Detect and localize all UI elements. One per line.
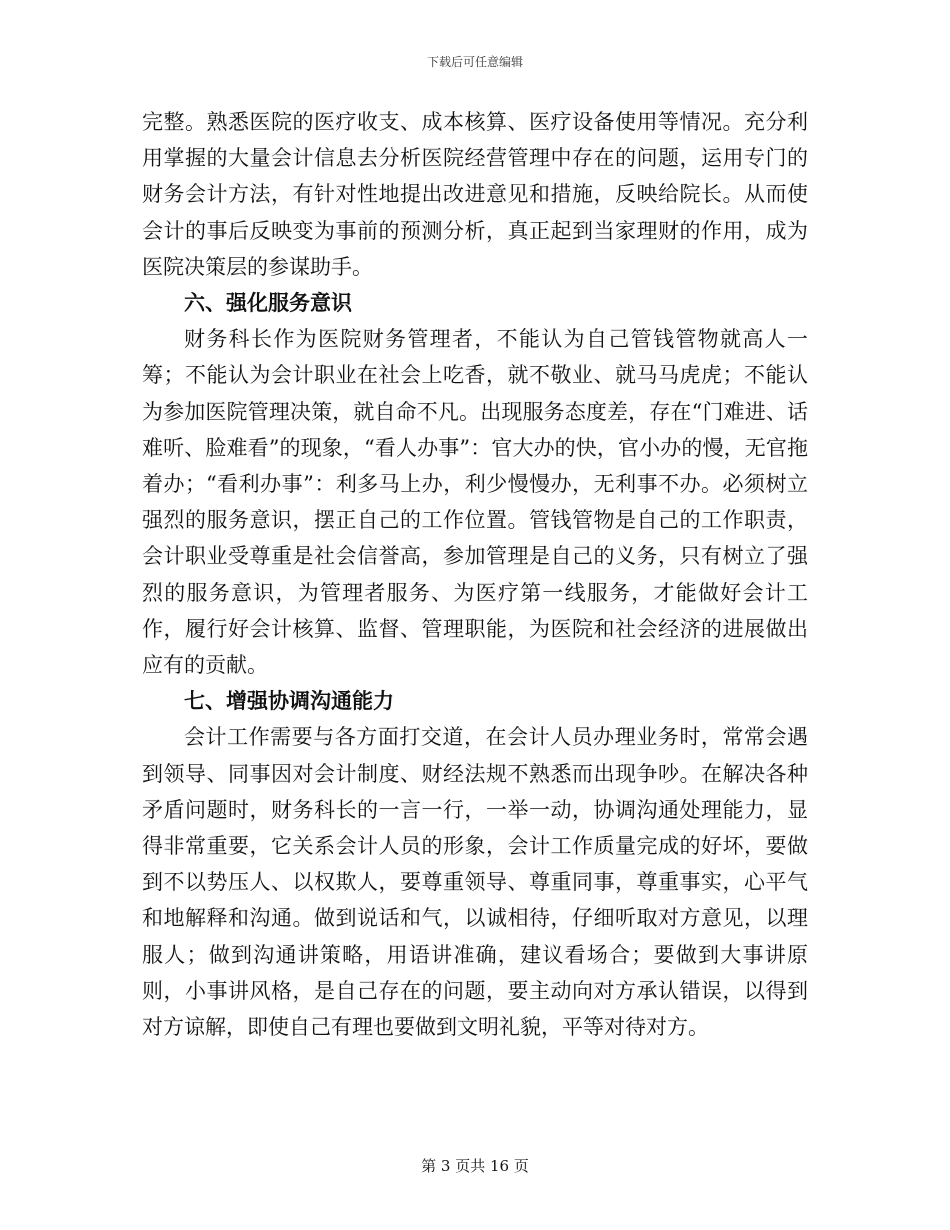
- document-body: [142, 104, 808, 1045]
- header-note: 下载后可任意编辑: [426, 55, 523, 69]
- paragraph-communication: 会计工作需要与各方面打交道，在会计人员办理业务时，常常会遇到领导、同事因对会计制度、财经法规不熟悉而出现争吵。在解决各种矛盾问题时，财务科长的一言一行，一举一动，协调沟通处理能力，显得非常重要，它关系会计人员的形象，会计工作质量完成的好坏，要做到不以势压人、以权欺人，要尊重领导、尊重同事，尊重事实，心平气和地解释和沟通。做到说话和气，以诚相待，仔细听取对方意见，以理服人；做到沟通讲策略，用语讲准确，建议看场合；要做到大事讲原则，小事讲风格，是自己存在的问题，要主动向对方承认错误，以得到对方谅解，即使自己有理也要做到文明礼貌，平等对待对方。: [142, 725, 808, 1040]
- page-number: 第 3 页共 16 页: [421, 1157, 529, 1175]
- paragraph-service: 财务科长作为医院财务管理者，不能认为自己管钱管物就高人一筹；不能认为会计职业在社会上吃香，就不敬业、就马马虎虎；不能认为参加医院管理决策，就自命不凡。出现服务态度差，存在“门难进、话难听、脸难看”的现象，“看人办事”：官大办的快，官小办的慢，无官拖着办；“看利办事”：利多马上办，利少慢慢办，无利事不办。必须树立强烈的服务意识，摆正自己的工作位置。管钱管物是自己的工作职责，会计职业受尊重是社会信誉高，参加管理是自己的义务，只有树立了强烈的服务意识，为管理者服务、为医疗第一线服务，才能做好会计工作，履行好会计核算、监督、管理职能，为医院和社会经济的进展做出应有的贡献。: [142, 327, 808, 678]
- paragraph-continued: 完整。熟悉医院的医疗收支、成本核算、医疗设备使用等情况。充分利用掌握的大量会计信息去分析医院经营管理中存在的问题，运用专门的财务会计方法，有针对性地提出改进意见和措施，反映给院长。从而使会计的事后反映变为事前的预测分析，真正起到当家理财的作用，成为医院决策层的参谋助手。: [142, 110, 808, 279]
- section-heading-7: 七、增强协调沟通能力: [184, 688, 394, 714]
- section-heading-6: 六、强化服务意识: [184, 290, 352, 316]
